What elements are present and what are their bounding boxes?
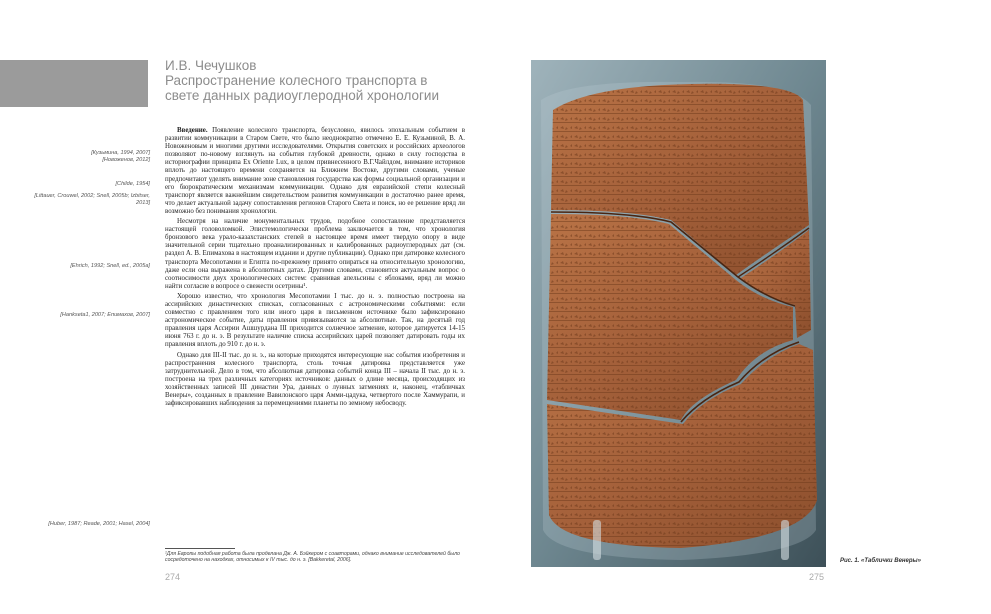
margin-note: [Hankseta1, 2007; Епимахов, 2007] — [60, 312, 150, 318]
paragraph-intro: Введение. Появление колесного транспорта, безусловно, явилось эпохальным событием в развитии коммуникации в Старом Свете, что было неоднократно отмечено Е. Е. Кузьминой, В. А. Новоженовым и многими другими исследователями. Открытия советских и российских археологов позволяют по-новому взглянуть на события глубокой древности, однако в силу господства в историографии принципа Ex Oriente Lux, в целом привнесенного В.Г.Чайлдом, внимание историков вплоть до настоящего времени сохраняется на Ближнем Востоке, другими словами, ученые предпочитают уделять внимание зоне становления государства как формы социальной организации и его бюрократическим механизмам коммуникации. Однако для евразийской степи колесный транспорт является важнейшим свидетельством развития коммуникации в достаточно ранее время, что делает актуальной задачу сопоставления регионов Старого Света и поиск, но ее решение вряд ли возможно без понимания хронологии. — [165, 127, 465, 215]
page-number-right: 275 — [809, 572, 825, 582]
author-name: И.В. Чечушков — [165, 58, 257, 73]
article-body — [165, 127, 465, 410]
chapter-header — [165, 58, 485, 103]
margin-note: [Childe, 1954] — [115, 181, 150, 187]
margin-note: [Кузьмина, 1994, 2007] [Новоженов, 2012] — [91, 150, 150, 163]
figure-caption: Рис. 1. «Таблички Венеры» — [840, 558, 922, 564]
paragraph: Несмотря на наличие монументальных трудов, подобное сопоставление представляется настоящей головоломкой. Эпистемологически проблема заключается в том, что хронология бронзового века урало-казахстанских степей в настоящее время имеет твердую опору в виде значительной серии тщательно проанализированных и калиброванных радиоуглеродных дат (см. раздел А. В. Епимахова в настоящем издании и другие публикации). Однако при датировке колесного транспорта Месопотамии и Египта по-прежнему принято опираться на относительную хронологию, даже если она выражена в абсолютных датах. Другими словами, становится актуальным вопрос о соотносимости двух хронологических систем: сравнивая апельсины с яблоками, вряд ли можно найти согласие в вопросе о свежести осетрины¹. — [165, 218, 465, 290]
margin-note: [Huber, 1987; Reade, 2001; Hasel, 2004] — [48, 521, 150, 527]
section-color-bar — [0, 60, 148, 107]
chapter-title-line-2: свете данных радиоуглеродной хронологии — [165, 88, 440, 103]
margin-note: [Littauer, Crouwel, 2002; Snell, 2005b; Izbitser, 2013] — [34, 193, 150, 206]
intro-lead: Введение. — [177, 127, 208, 134]
clay-tablet-illustration — [531, 60, 826, 567]
page-number-left: 274 — [165, 572, 181, 582]
footnote-divider — [165, 548, 235, 549]
paragraph: Однако для III-II тыс. до н. э., на которые приходятся интересующие нас события изобретения и распространения колесного транспорта, столь точная датировка представляется уже затруднительной. Дело в том, что абсолютная датировка событий конца III – начала II тыс. до н. э. построена на трех различных категориях источников: данных о длине месяца, происходящих из хозяйственных записей III династии Ура, данных о лунных затмениях и, наконец, «табличках Венеры», созданных в правление Вавилонского царя Амми-цадука, четвертого после Хаммурапи, и зафиксировавших наблюдения за перемещениями планеты по земному небосводу. — [165, 351, 465, 408]
footnote: ¹Для Европы подобная работа была проделана Дж. А. Бэйкером с соавторами, однако внимание исследователей было сосредоточено на находках, относимых к IV тыс. до н. э. [Bakkeretal, 2006]. — [165, 551, 460, 564]
chapter-title-line-1: Распространение колесного транспорта в — [165, 73, 428, 88]
paragraph: Хорошо известно, что хронология Месопотамии I тыс. до н. э. полностью построена на ассирийских династических списках, согласованных с астрономическими событиями: если совместно с правлением того или иного царя в письменном источнике было зафиксировано астрономическое событие, даты правления привязываются за абсолютные. Так, на десятый год правления царя Ассирии Ашшурдана III приходится солнечное затмение, которое датируется 14-15 июня 763 г. до н. э. В результате наличие списка ассирийских царей позволяет датировать годы их правления вплоть до 910 г. до н. э. — [165, 292, 465, 349]
venus-tablet-photo — [531, 60, 826, 567]
margin-note: [Ehrich, 1992; Snell, ed., 2005a] — [70, 263, 150, 269]
